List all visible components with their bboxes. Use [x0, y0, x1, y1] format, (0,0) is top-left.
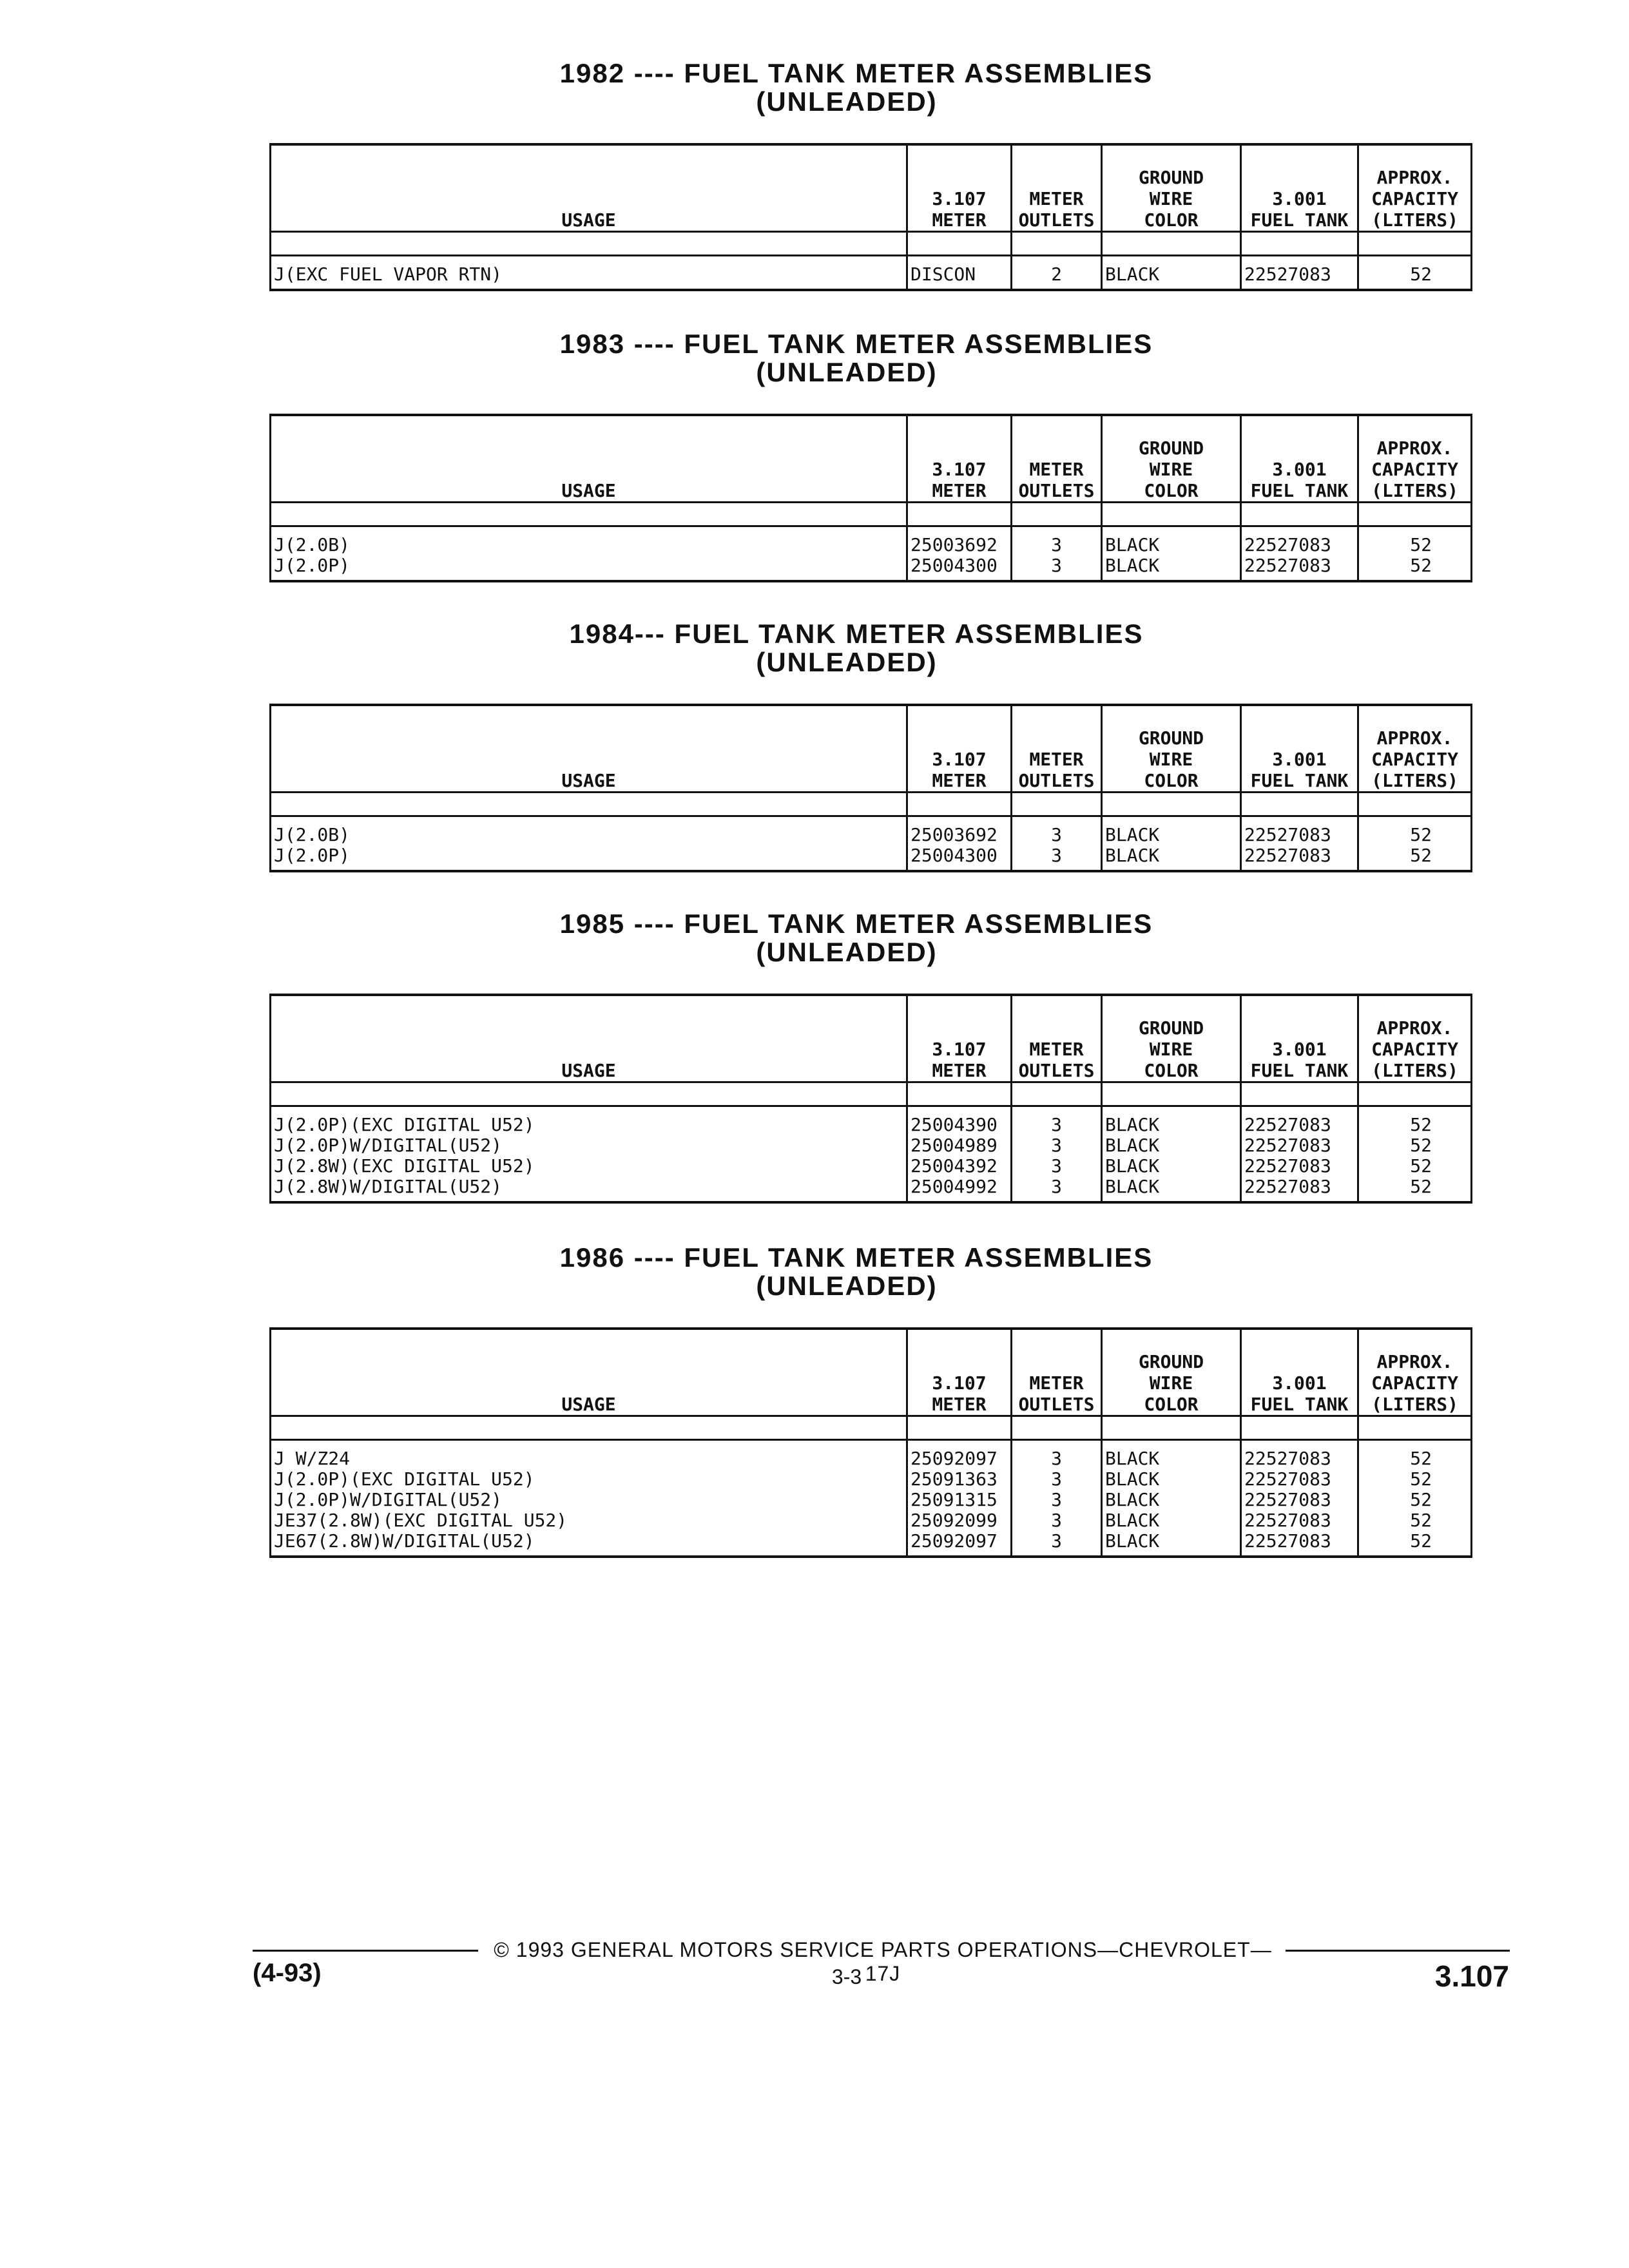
meter-part-number-cell: 25004992 — [907, 1177, 1012, 1202]
capacity-cell: 52 — [1358, 526, 1472, 556]
column-header-usage: USAGE — [271, 1329, 907, 1416]
usage-cell: J(2.0P) — [271, 845, 907, 871]
table-row — [271, 1177, 1472, 1202]
fuel-tank-part-number-cell: 22527083 — [1241, 1531, 1358, 1557]
header-spacer-row — [271, 1082, 1472, 1106]
outlets-cell: 3 — [1012, 1490, 1102, 1510]
fuel-tank-part-number-cell: 22527083 — [1241, 555, 1358, 581]
usage-cell: J W/Z24 — [271, 1440, 907, 1470]
section-subtitle: (UNLEADED) — [756, 86, 938, 117]
meter-part-number-cell: 25004392 — [907, 1156, 1012, 1177]
table-row — [271, 1440, 1472, 1470]
ground-wire-color-cell: BLACK — [1102, 1106, 1241, 1136]
fuel-tank-part-number-cell: 22527083 — [1241, 1106, 1358, 1136]
table-row — [271, 1106, 1472, 1136]
column-header-meter: 3.107 METER — [907, 1329, 1012, 1416]
table-row — [271, 256, 1472, 291]
section-heading — [0, 1244, 1629, 1300]
column-header-fuel-tank: 3.001 FUEL TANK — [1241, 1329, 1358, 1416]
ground-wire-color-cell: BLACK — [1102, 1490, 1241, 1510]
outlets-cell: 3 — [1012, 845, 1102, 871]
column-header-ground-wire-color: GROUND WIRE COLOR — [1102, 144, 1241, 232]
fuel-tank-part-number-cell: 22527083 — [1241, 1490, 1358, 1510]
column-header-usage: USAGE — [271, 415, 907, 503]
section-heading — [0, 330, 1629, 387]
outlets-cell: 3 — [1012, 1510, 1102, 1531]
usage-cell: JE67(2.8W)W/DIGITAL(U52) — [271, 1531, 907, 1557]
meter-part-number-cell: 25091315 — [907, 1490, 1012, 1510]
capacity-cell: 52 — [1358, 1106, 1472, 1136]
usage-cell: J(2.0P)W/DIGITAL(U52) — [271, 1135, 907, 1156]
column-header-meter: 3.107 METER — [907, 415, 1012, 503]
capacity-cell: 52 — [1358, 1156, 1472, 1177]
meter-part-number-cell: 25003692 — [907, 816, 1012, 846]
ground-wire-color-cell: BLACK — [1102, 1177, 1241, 1202]
table-row — [271, 526, 1472, 556]
table-header-row — [271, 1329, 1472, 1416]
capacity-cell: 52 — [1358, 1510, 1472, 1531]
section-subtitle: (UNLEADED) — [756, 357, 938, 387]
column-header-fuel-tank: 3.001 FUEL TANK — [1241, 144, 1358, 232]
meter-part-number-cell: 25092097 — [907, 1531, 1012, 1557]
header-spacer-row — [271, 232, 1472, 256]
parts-table — [269, 704, 1472, 872]
usage-cell: J(2.0P)W/DIGITAL(U52) — [271, 1490, 907, 1510]
column-header-meter: 3.107 METER — [907, 705, 1012, 793]
ground-wire-color-cell: BLACK — [1102, 816, 1241, 846]
table-body — [271, 526, 1472, 582]
table-row — [271, 1469, 1472, 1490]
meter-part-number-cell: 25004390 — [907, 1106, 1012, 1136]
ground-wire-color-cell: BLACK — [1102, 1135, 1241, 1156]
table-body — [271, 1106, 1472, 1203]
outlets-cell: 3 — [1012, 1106, 1102, 1136]
table-row — [271, 816, 1472, 846]
capacity-cell: 52 — [1358, 1469, 1472, 1490]
ground-wire-color-cell: BLACK — [1102, 1469, 1241, 1490]
column-header-ground-wire-color: GROUND WIRE COLOR — [1102, 415, 1241, 503]
footer-rule-left — [253, 1950, 478, 1952]
fuel-tank-part-number-cell: 22527083 — [1241, 1440, 1358, 1470]
footer-date: (4-93) — [253, 1959, 322, 1987]
usage-cell: J(2.0P) — [271, 555, 907, 581]
meter-part-number-cell: 25004300 — [907, 555, 1012, 581]
capacity-cell: 52 — [1358, 816, 1472, 846]
table-header-row — [271, 705, 1472, 793]
table-row — [271, 555, 1472, 581]
section-heading — [0, 620, 1629, 677]
section-title: 1986 ---- FUEL TANK METER ASSEMBLIES — [559, 1242, 1153, 1273]
capacity-cell: 52 — [1358, 1440, 1472, 1470]
usage-cell: J(2.0P)(EXC DIGITAL U52) — [271, 1106, 907, 1136]
capacity-cell: 52 — [1358, 1531, 1472, 1557]
usage-cell: J(2.0P)(EXC DIGITAL U52) — [271, 1469, 907, 1490]
header-spacer-row — [271, 1416, 1472, 1440]
footer-section-number: 3.107 — [1434, 1959, 1509, 1993]
outlets-cell: 3 — [1012, 1135, 1102, 1156]
section-heading — [0, 910, 1629, 966]
meter-part-number-cell: DISCON — [907, 256, 1012, 291]
fuel-tank-part-number-cell: 22527083 — [1241, 845, 1358, 871]
fuel-tank-part-number-cell: 22527083 — [1241, 1510, 1358, 1531]
section-title: 1983 ---- FUEL TANK METER ASSEMBLIES — [559, 329, 1153, 359]
table-body — [271, 816, 1472, 872]
outlets-cell: 3 — [1012, 555, 1102, 581]
column-header-capacity: APPROX. CAPACITY (LITERS) — [1358, 144, 1472, 232]
column-header-meter: 3.107 METER — [907, 144, 1012, 232]
usage-cell: J(2.8W)W/DIGITAL(U52) — [271, 1177, 907, 1202]
capacity-cell: 52 — [1358, 1135, 1472, 1156]
table-row — [271, 1156, 1472, 1177]
meter-part-number-cell: 25004989 — [907, 1135, 1012, 1156]
fuel-tank-part-number-cell: 22527083 — [1241, 1469, 1358, 1490]
table-header-row — [271, 415, 1472, 503]
ground-wire-color-cell: BLACK — [1102, 1156, 1241, 1177]
column-header-capacity: APPROX. CAPACITY (LITERS) — [1358, 1329, 1472, 1416]
fuel-tank-part-number-cell: 22527083 — [1241, 816, 1358, 846]
column-header-outlets: METER OUTLETS — [1012, 1329, 1102, 1416]
table-row — [271, 1531, 1472, 1557]
section-title: 1985 ---- FUEL TANK METER ASSEMBLIES — [559, 908, 1153, 939]
footer-page-number: 3-3 — [831, 1965, 862, 1988]
footer-rule-right — [1286, 1950, 1510, 1952]
table-row — [271, 1510, 1472, 1531]
parts-table — [269, 1327, 1472, 1558]
capacity-cell: 52 — [1358, 555, 1472, 581]
column-header-usage: USAGE — [271, 995, 907, 1082]
column-header-ground-wire-color: GROUND WIRE COLOR — [1102, 705, 1241, 793]
outlets-cell: 3 — [1012, 1177, 1102, 1202]
outlets-cell: 3 — [1012, 1531, 1102, 1557]
meter-part-number-cell: 25092099 — [907, 1510, 1012, 1531]
column-header-usage: USAGE — [271, 705, 907, 793]
outlets-cell: 3 — [1012, 816, 1102, 846]
ground-wire-color-cell: BLACK — [1102, 1440, 1241, 1470]
outlets-cell: 2 — [1012, 256, 1102, 291]
fuel-tank-part-number-cell: 22527083 — [1241, 256, 1358, 291]
column-header-ground-wire-color: GROUND WIRE COLOR — [1102, 1329, 1241, 1416]
column-header-capacity: APPROX. CAPACITY (LITERS) — [1358, 415, 1472, 503]
parts-table — [269, 994, 1472, 1204]
section-title: 1982 ---- FUEL TANK METER ASSEMBLIES — [559, 58, 1153, 88]
section-subtitle: (UNLEADED) — [756, 647, 938, 677]
fuel-tank-part-number-cell: 22527083 — [1241, 1135, 1358, 1156]
table-row — [271, 1135, 1472, 1156]
table-header-row — [271, 144, 1472, 232]
table-header-row — [271, 995, 1472, 1082]
table-body — [271, 256, 1472, 291]
meter-part-number-cell: 25092097 — [907, 1440, 1012, 1470]
column-header-outlets: METER OUTLETS — [1012, 705, 1102, 793]
fuel-tank-part-number-cell: 22527083 — [1241, 1177, 1358, 1202]
header-spacer-row — [271, 503, 1472, 526]
capacity-cell: 52 — [1358, 1177, 1472, 1202]
capacity-cell: 52 — [1358, 845, 1472, 871]
capacity-cell: 52 — [1358, 256, 1472, 291]
column-header-usage: USAGE — [271, 144, 907, 232]
meter-part-number-cell: 25091363 — [907, 1469, 1012, 1490]
section-heading — [0, 59, 1629, 116]
column-header-fuel-tank: 3.001 FUEL TANK — [1241, 415, 1358, 503]
ground-wire-color-cell: BLACK — [1102, 1531, 1241, 1557]
column-header-capacity: APPROX. CAPACITY (LITERS) — [1358, 995, 1472, 1082]
column-header-meter: 3.107 METER — [907, 995, 1012, 1082]
table-row — [271, 845, 1472, 871]
ground-wire-color-cell: BLACK — [1102, 555, 1241, 581]
section-subtitle: (UNLEADED) — [756, 1271, 938, 1301]
fuel-tank-part-number-cell: 22527083 — [1241, 1156, 1358, 1177]
ground-wire-color-cell: BLACK — [1102, 256, 1241, 291]
parts-table — [269, 414, 1472, 582]
outlets-cell: 3 — [1012, 1440, 1102, 1470]
ground-wire-color-cell: BLACK — [1102, 845, 1241, 871]
usage-cell: J(2.0B) — [271, 526, 907, 556]
fuel-tank-part-number-cell: 22527083 — [1241, 526, 1358, 556]
usage-cell: JE37(2.8W)(EXC DIGITAL U52) — [271, 1510, 907, 1531]
meter-part-number-cell: 25003692 — [907, 526, 1012, 556]
usage-cell: J(2.8W)(EXC DIGITAL U52) — [271, 1156, 907, 1177]
usage-cell: J(EXC FUEL VAPOR RTN) — [271, 256, 907, 291]
ground-wire-color-cell: BLACK — [1102, 526, 1241, 556]
usage-cell: J(2.0B) — [271, 816, 907, 846]
section-title: 1984--- FUEL TANK METER ASSEMBLIES — [569, 619, 1144, 649]
table-row — [271, 1490, 1472, 1510]
column-header-outlets: METER OUTLETS — [1012, 144, 1102, 232]
table-body — [271, 1440, 1472, 1557]
meter-part-number-cell: 25004300 — [907, 845, 1012, 871]
column-header-ground-wire-color: GROUND WIRE COLOR — [1102, 995, 1241, 1082]
column-header-outlets: METER OUTLETS — [1012, 415, 1102, 503]
parts-table — [269, 143, 1472, 291]
ground-wire-color-cell: BLACK — [1102, 1510, 1241, 1531]
outlets-cell: 3 — [1012, 1469, 1102, 1490]
capacity-cell: 52 — [1358, 1490, 1472, 1510]
header-spacer-row — [271, 793, 1472, 816]
section-subtitle: (UNLEADED) — [756, 937, 938, 967]
column-header-capacity: APPROX. CAPACITY (LITERS) — [1358, 705, 1472, 793]
column-header-fuel-tank: 3.001 FUEL TANK — [1241, 995, 1358, 1082]
column-header-fuel-tank: 3.001 FUEL TANK — [1241, 705, 1358, 793]
outlets-cell: 3 — [1012, 1156, 1102, 1177]
footer-copyright: © 1993 GENERAL MOTORS SERVICE PARTS OPERATIONS—CHEVROLET—17J — [494, 1938, 1272, 1985]
outlets-cell: 3 — [1012, 526, 1102, 556]
column-header-outlets: METER OUTLETS — [1012, 995, 1102, 1082]
